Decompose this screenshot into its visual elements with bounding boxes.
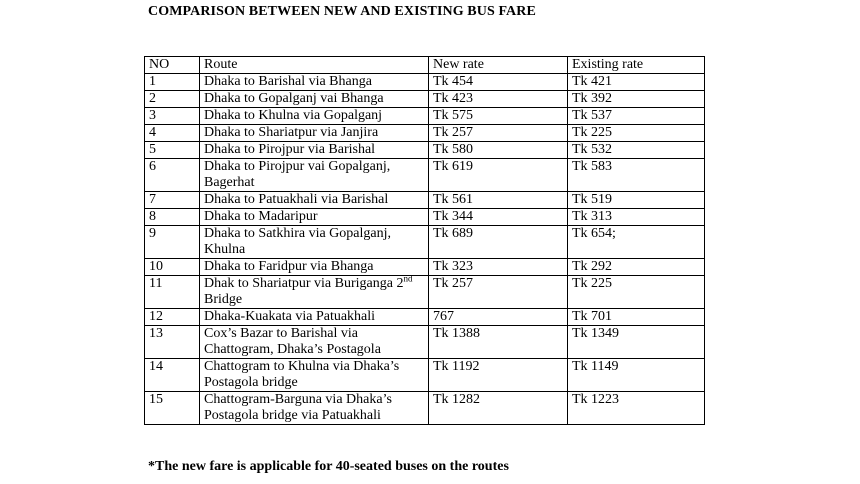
cell-existing-rate: Tk 583 [568,159,705,192]
route-text: Dhak to Shariatpur via Buriganga 2 [204,276,404,291]
cell-existing-rate: Tk 1349 [568,326,705,359]
cell-route: Dhaka to Barishal via Bhanga [200,74,429,91]
cell-no: 4 [145,125,200,142]
cell-route: Dhaka to Pirojpur vai Gopalganj, Bagerhat [200,159,429,192]
cell-no: 9 [145,226,200,259]
cell-route: Dhaka to Faridpur via Bhanga [200,259,429,276]
cell-route: Dhaka to Patuakhali via Barishal [200,192,429,209]
cell-route [200,273,429,309]
table-row [145,226,705,259]
cell-route: Dhaka-Kuakata via Patuakhali [200,309,429,326]
cell-new-rate: Tk 257 [429,276,568,309]
table-row [145,309,705,326]
cell-route: Dhaka to Gopalganj vai Bhanga [200,91,429,108]
cell-new-rate: Tk 1192 [429,359,568,392]
table-row [145,159,705,192]
route-text-continued: Bridge [204,292,243,307]
cell-new-rate: Tk 1282 [429,392,568,425]
table-row [145,326,705,359]
table-row [145,74,705,91]
table-row [145,209,705,226]
cell-route: Chattogram-Barguna via Dhaka’s Postagola bridge via Patuakhali [200,392,429,425]
cell-existing-rate: Tk 225 [568,276,705,309]
cell-existing-rate: Tk 421 [568,74,705,91]
cell-existing-rate: Tk 532 [568,142,705,159]
cell-no: 15 [145,392,200,425]
cell-new-rate: Tk 454 [429,74,568,91]
cell-new-rate: Tk 580 [429,142,568,159]
table-row [145,276,705,309]
cell-no: 12 [145,309,200,326]
cell-route: Dhaka to Madaripur [200,209,429,226]
cell-no: 3 [145,108,200,125]
cell-route: Cox’s Bazar to Barishal via Chattogram, Dhaka’s Postagola [200,326,429,359]
cell-no: 11 [145,276,200,309]
cell-existing-rate: Tk 225 [568,125,705,142]
cell-new-rate: Tk 1388 [429,326,568,359]
cell-new-rate: Tk 561 [429,192,568,209]
cell-no: 14 [145,359,200,392]
fare-comparison-table [144,56,705,425]
cell-existing-rate: Tk 313 [568,209,705,226]
table-row [145,192,705,209]
cell-route: Dhaka to Satkhira via Gopalganj, Khulna [200,226,429,259]
cell-no: 8 [145,209,200,226]
cell-existing-rate: Tk 1223 [568,392,705,425]
table-row [145,392,705,425]
cell-new-rate: 767 [429,309,568,326]
table-header-row [145,57,705,74]
cell-new-rate: Tk 323 [429,259,568,276]
header-existing-rate: Existing rate [568,57,705,74]
cell-no: 10 [145,259,200,276]
table-row [145,142,705,159]
header-new-rate: New rate [429,57,568,74]
header-no: NO [145,57,200,74]
cell-existing-rate: Tk 392 [568,91,705,108]
cell-new-rate: Tk 619 [429,159,568,192]
cell-new-rate: Tk 257 [429,125,568,142]
cell-no: 13 [145,326,200,359]
cell-existing-rate: Tk 519 [568,192,705,209]
route-superscript: nd [403,273,413,284]
cell-new-rate: Tk 423 [429,91,568,108]
cell-new-rate: Tk 689 [429,226,568,259]
cell-existing-rate: Tk 701 [568,309,705,326]
table-row [145,108,705,125]
footnote: *The new fare is applicable for 40-seated buses on the routes [148,459,509,474]
cell-no: 5 [145,142,200,159]
cell-no: 6 [145,159,200,192]
cell-existing-rate: Tk 1149 [568,359,705,392]
cell-route: Dhaka to Shariatpur via Janjira [200,125,429,142]
cell-existing-rate: Tk 654; [568,226,705,259]
document-title: COMPARISON BETWEEN NEW AND EXISTING BUS FARE [148,4,536,19]
table-row [145,125,705,142]
cell-new-rate: Tk 344 [429,209,568,226]
cell-no: 7 [145,192,200,209]
table-row [145,359,705,392]
table-row [145,259,705,276]
cell-route: Chattogram to Khulna via Dhaka’s Postagola bridge [200,359,429,392]
cell-new-rate: Tk 575 [429,108,568,125]
cell-no: 2 [145,91,200,108]
header-route: Route [200,57,429,74]
table-row [145,91,705,108]
cell-route: Dhaka to Pirojpur via Barishal [200,142,429,159]
cell-existing-rate: Tk 537 [568,108,705,125]
cell-existing-rate: Tk 292 [568,259,705,276]
cell-route: Dhaka to Khulna via Gopalganj [200,108,429,125]
cell-no: 1 [145,74,200,91]
